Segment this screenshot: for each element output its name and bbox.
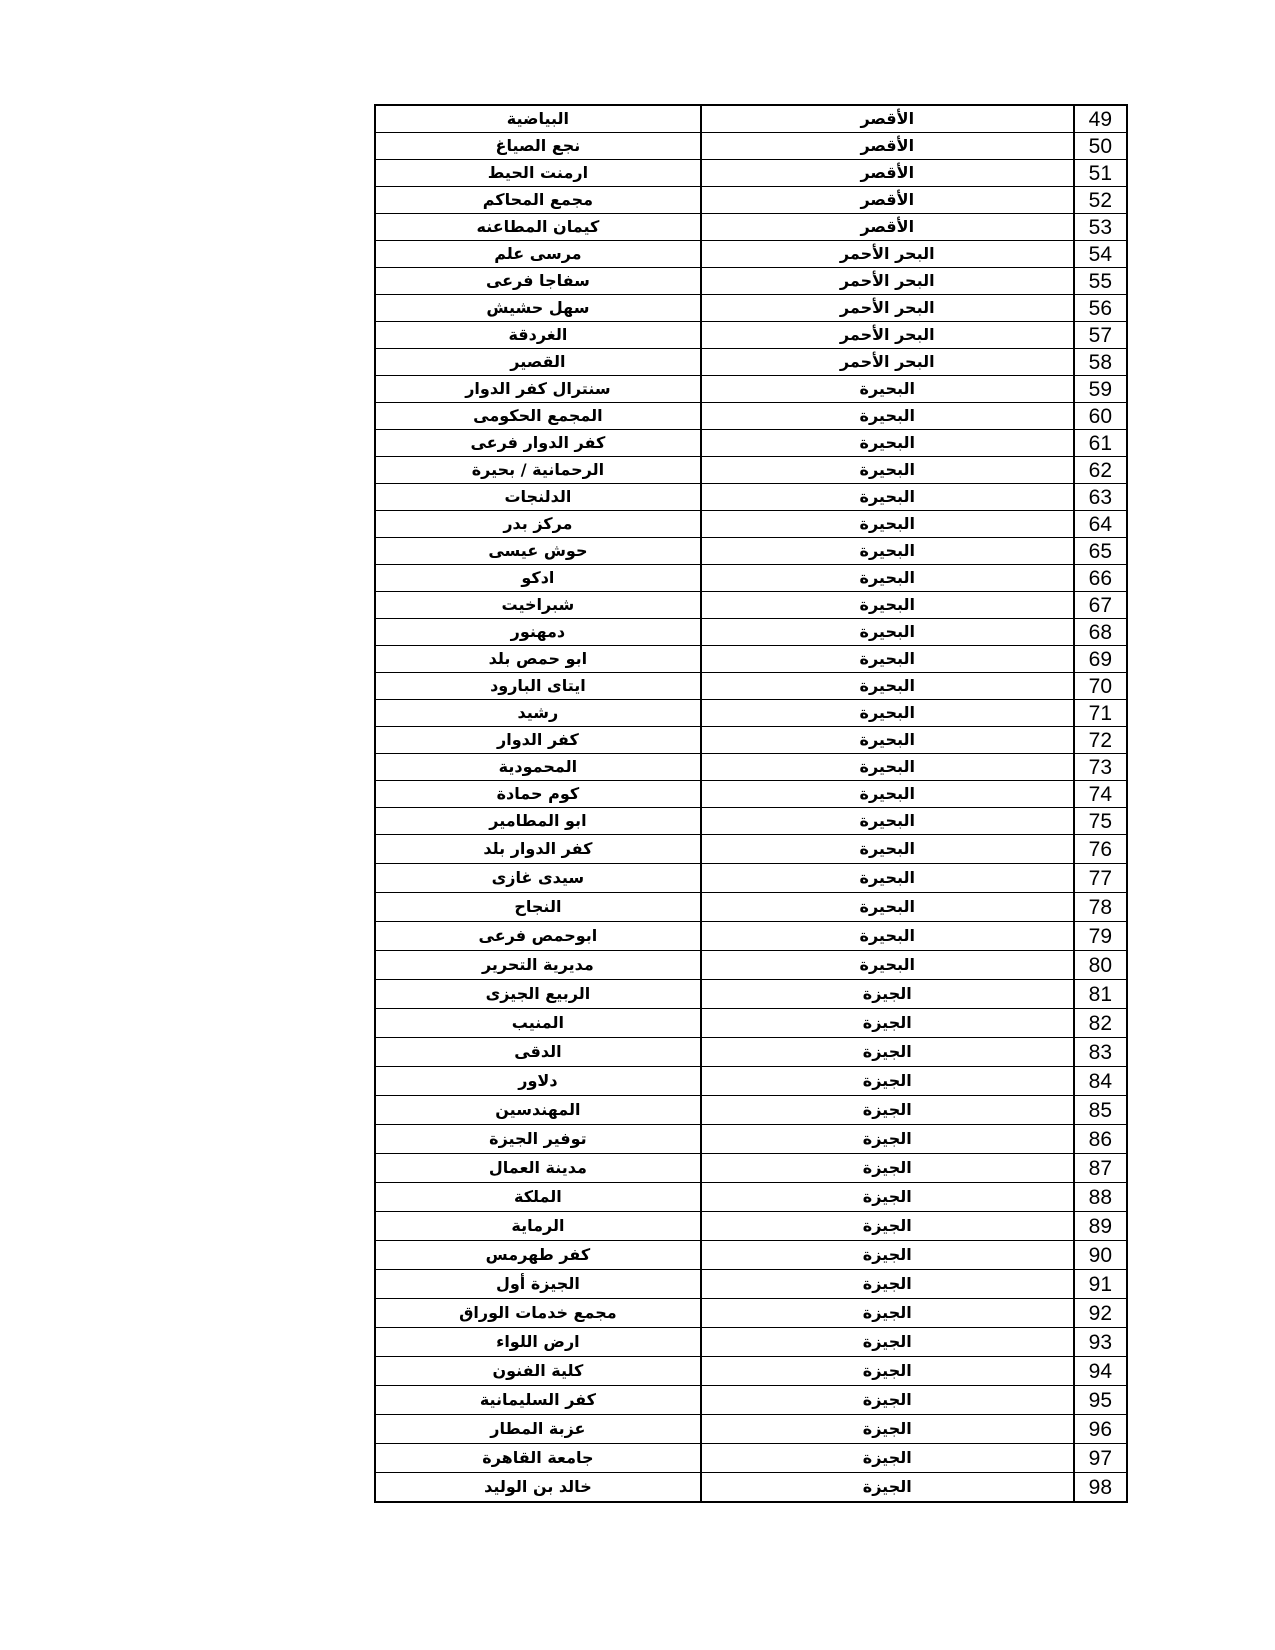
governorate-cell: البحر الأحمر [701, 322, 1074, 349]
governorate-cell: الجيزة [701, 1154, 1074, 1183]
row-number-cell: 80 [1074, 951, 1127, 980]
governorate-cell: الجيزة [701, 1270, 1074, 1299]
table-row [375, 484, 1127, 511]
row-number-cell: 96 [1074, 1415, 1127, 1444]
row-number-cell: 68 [1074, 619, 1127, 646]
row-number-cell: 86 [1074, 1125, 1127, 1154]
table-row [375, 1270, 1127, 1299]
site-cell: الجيزة أول [375, 1270, 701, 1299]
governorate-cell: الجيزة [701, 1241, 1074, 1270]
table-row [375, 781, 1127, 808]
row-number-cell: 75 [1074, 808, 1127, 835]
governorate-cell: البحيرة [701, 430, 1074, 457]
table-row [375, 133, 1127, 160]
table-row [375, 1473, 1127, 1503]
governorate-cell: الجيزة [701, 1009, 1074, 1038]
row-number-cell: 60 [1074, 403, 1127, 430]
table-row [375, 187, 1127, 214]
row-number-cell: 51 [1074, 160, 1127, 187]
governorate-cell: البحيرة [701, 673, 1074, 700]
site-cell: سيدى غازى [375, 864, 701, 893]
row-number-cell: 95 [1074, 1386, 1127, 1415]
governorate-cell: الجيزة [701, 1096, 1074, 1125]
site-cell: نجع الصياغ [375, 133, 701, 160]
governorate-cell: الأقصر [701, 133, 1074, 160]
table-row [375, 430, 1127, 457]
site-cell: جامعة القاهرة [375, 1444, 701, 1473]
row-number-cell: 55 [1074, 268, 1127, 295]
row-number-cell: 58 [1074, 349, 1127, 376]
site-cell: مجمع خدمات الوراق [375, 1299, 701, 1328]
row-number-cell: 63 [1074, 484, 1127, 511]
row-number-cell: 69 [1074, 646, 1127, 673]
governorate-cell: البحيرة [701, 511, 1074, 538]
table-row [375, 1386, 1127, 1415]
table-row [375, 403, 1127, 430]
table-row [375, 1357, 1127, 1386]
site-cell: المحمودية [375, 754, 701, 781]
governorate-cell: البحر الأحمر [701, 268, 1074, 295]
row-number-cell: 61 [1074, 430, 1127, 457]
site-cell: مرسى علم [375, 241, 701, 268]
site-cell: النجاح [375, 893, 701, 922]
row-number-cell: 53 [1074, 214, 1127, 241]
governorate-cell: البحر الأحمر [701, 241, 1074, 268]
site-cell: المنيب [375, 1009, 701, 1038]
row-number-cell: 94 [1074, 1357, 1127, 1386]
site-cell: مجمع المحاكم [375, 187, 701, 214]
governorate-cell: الجيزة [701, 980, 1074, 1009]
governorate-cell: البحيرة [701, 808, 1074, 835]
row-number-cell: 97 [1074, 1444, 1127, 1473]
governorate-cell: الأقصر [701, 105, 1074, 133]
table-row [375, 1241, 1127, 1270]
row-number-cell: 74 [1074, 781, 1127, 808]
site-cell: كوم حمادة [375, 781, 701, 808]
governorate-cell: البحيرة [701, 403, 1074, 430]
governorate-cell: البحيرة [701, 781, 1074, 808]
table-row [375, 1415, 1127, 1444]
site-cell: توفير الجيزة [375, 1125, 701, 1154]
site-cell: مركز بدر [375, 511, 701, 538]
site-cell: ابو المطامير [375, 808, 701, 835]
governorate-cell: البحيرة [701, 727, 1074, 754]
governorate-cell: الجيزة [701, 1067, 1074, 1096]
table-row [375, 951, 1127, 980]
governorate-cell: البحيرة [701, 754, 1074, 781]
row-number-cell: 73 [1074, 754, 1127, 781]
row-number-cell: 66 [1074, 565, 1127, 592]
governorate-cell: الجيزة [701, 1299, 1074, 1328]
row-number-cell: 56 [1074, 295, 1127, 322]
table-row [375, 922, 1127, 951]
governorate-cell: الجيزة [701, 1125, 1074, 1154]
site-cell: ايتاى البارود [375, 673, 701, 700]
table-row [375, 1125, 1127, 1154]
site-cell: سنترال كفر الدوار [375, 376, 701, 403]
site-cell: الدلنجات [375, 484, 701, 511]
governorate-cell: البحيرة [701, 922, 1074, 951]
site-cell: كلية الفنون [375, 1357, 701, 1386]
table-row [375, 1038, 1127, 1067]
table-row [375, 322, 1127, 349]
row-number-cell: 65 [1074, 538, 1127, 565]
table-row [375, 160, 1127, 187]
table-row [375, 1212, 1127, 1241]
row-number-cell: 85 [1074, 1096, 1127, 1125]
site-cell: كفر السليمانية [375, 1386, 701, 1415]
row-number-cell: 67 [1074, 592, 1127, 619]
governorate-cell: البحر الأحمر [701, 295, 1074, 322]
row-number-cell: 82 [1074, 1009, 1127, 1038]
site-cell: الملكة [375, 1183, 701, 1212]
row-number-cell: 70 [1074, 673, 1127, 700]
table-body [375, 105, 1127, 1502]
row-number-cell: 81 [1074, 980, 1127, 1009]
table-row [375, 808, 1127, 835]
table-row [375, 980, 1127, 1009]
table-row [375, 673, 1127, 700]
site-cell: الربيع الجيزى [375, 980, 701, 1009]
governorate-cell: الجيزة [701, 1038, 1074, 1067]
row-number-cell: 52 [1074, 187, 1127, 214]
governorate-cell: البحيرة [701, 457, 1074, 484]
site-cell: حوش عيسى [375, 538, 701, 565]
table-row [375, 538, 1127, 565]
table-row [375, 105, 1127, 133]
governorate-cell: الجيزة [701, 1328, 1074, 1357]
row-number-cell: 64 [1074, 511, 1127, 538]
site-cell: دمهنور [375, 619, 701, 646]
governorate-cell: البحيرة [701, 565, 1074, 592]
governorate-cell: البحيرة [701, 951, 1074, 980]
table-row [375, 565, 1127, 592]
row-number-cell: 59 [1074, 376, 1127, 403]
table-row [375, 1067, 1127, 1096]
governorate-cell: البحيرة [701, 484, 1074, 511]
table-row [375, 727, 1127, 754]
site-cell: الغردقة [375, 322, 701, 349]
governorate-cell: الجيزة [701, 1415, 1074, 1444]
table-row [375, 1096, 1127, 1125]
governorate-cell: الجيزة [701, 1212, 1074, 1241]
governorate-cell: الجيزة [701, 1444, 1074, 1473]
row-number-cell: 87 [1074, 1154, 1127, 1183]
table-row [375, 511, 1127, 538]
governorate-cell: البحر الأحمر [701, 349, 1074, 376]
table-row [375, 268, 1127, 295]
site-cell: كيمان المطاعنه [375, 214, 701, 241]
site-cell: الرماية [375, 1212, 701, 1241]
row-number-cell: 98 [1074, 1473, 1127, 1503]
site-cell: مدينة العمال [375, 1154, 701, 1183]
row-number-cell: 78 [1074, 893, 1127, 922]
site-cell: كفر الدوار [375, 727, 701, 754]
table-row [375, 893, 1127, 922]
site-cell: المهندسين [375, 1096, 701, 1125]
governorate-cell: البحيرة [701, 538, 1074, 565]
table-row [375, 864, 1127, 893]
site-cell: سهل حشيش [375, 295, 701, 322]
site-cell: البياضية [375, 105, 701, 133]
site-cell: عزبة المطار [375, 1415, 701, 1444]
row-number-cell: 54 [1074, 241, 1127, 268]
governorate-cell: البحيرة [701, 835, 1074, 864]
governorate-cell: البحيرة [701, 864, 1074, 893]
governorate-cell: الأقصر [701, 160, 1074, 187]
governorate-cell: البحيرة [701, 646, 1074, 673]
site-cell: كفر طهرمس [375, 1241, 701, 1270]
row-number-cell: 90 [1074, 1241, 1127, 1270]
table-row [375, 214, 1127, 241]
table-row [375, 1299, 1127, 1328]
row-number-cell: 79 [1074, 922, 1127, 951]
locations-table [374, 104, 1128, 1503]
table-row [375, 1009, 1127, 1038]
site-cell: رشيد [375, 700, 701, 727]
site-cell: الرحمانية / بحيرة [375, 457, 701, 484]
row-number-cell: 83 [1074, 1038, 1127, 1067]
site-cell: ادكو [375, 565, 701, 592]
row-number-cell: 91 [1074, 1270, 1127, 1299]
row-number-cell: 62 [1074, 457, 1127, 484]
row-number-cell: 50 [1074, 133, 1127, 160]
row-number-cell: 77 [1074, 864, 1127, 893]
governorate-cell: البحيرة [701, 592, 1074, 619]
governorate-cell: الجيزة [701, 1386, 1074, 1415]
table-row [375, 457, 1127, 484]
governorate-cell: البحيرة [701, 619, 1074, 646]
governorate-cell: الجيزة [701, 1183, 1074, 1212]
table-row [375, 592, 1127, 619]
table-row [375, 646, 1127, 673]
governorate-cell: الأقصر [701, 214, 1074, 241]
site-cell: كفر الدوار فرعى [375, 430, 701, 457]
table-row [375, 349, 1127, 376]
site-cell: شبراخيت [375, 592, 701, 619]
site-cell: سفاجا فرعى [375, 268, 701, 295]
row-number-cell: 88 [1074, 1183, 1127, 1212]
governorate-cell: البحيرة [701, 700, 1074, 727]
table-row [375, 376, 1127, 403]
table-row [375, 619, 1127, 646]
site-cell: دلاور [375, 1067, 701, 1096]
table-row [375, 754, 1127, 781]
governorate-cell: الجيزة [701, 1473, 1074, 1503]
site-cell: خالد بن الوليد [375, 1473, 701, 1503]
site-cell: ابو حمص بلد [375, 646, 701, 673]
site-cell: ارض اللواء [375, 1328, 701, 1357]
table-row [375, 295, 1127, 322]
governorate-cell: البحيرة [701, 893, 1074, 922]
governorate-cell: البحيرة [701, 376, 1074, 403]
row-number-cell: 92 [1074, 1299, 1127, 1328]
table-row [375, 700, 1127, 727]
site-cell: القصير [375, 349, 701, 376]
row-number-cell: 84 [1074, 1067, 1127, 1096]
row-number-cell: 49 [1074, 105, 1127, 133]
row-number-cell: 72 [1074, 727, 1127, 754]
site-cell: ارمنت الحيط [375, 160, 701, 187]
table-row [375, 1154, 1127, 1183]
table-row [375, 835, 1127, 864]
site-cell: مديرية التحرير [375, 951, 701, 980]
row-number-cell: 71 [1074, 700, 1127, 727]
table-row [375, 1444, 1127, 1473]
site-cell: ابوحمص فرعى [375, 922, 701, 951]
site-cell: الدقى [375, 1038, 701, 1067]
governorate-cell: الأقصر [701, 187, 1074, 214]
table-row [375, 241, 1127, 268]
site-cell: المجمع الحكومى [375, 403, 701, 430]
row-number-cell: 89 [1074, 1212, 1127, 1241]
row-number-cell: 57 [1074, 322, 1127, 349]
site-cell: كفر الدوار بلد [375, 835, 701, 864]
table-row [375, 1328, 1127, 1357]
table-row [375, 1183, 1127, 1212]
governorate-cell: الجيزة [701, 1357, 1074, 1386]
row-number-cell: 93 [1074, 1328, 1127, 1357]
row-number-cell: 76 [1074, 835, 1127, 864]
